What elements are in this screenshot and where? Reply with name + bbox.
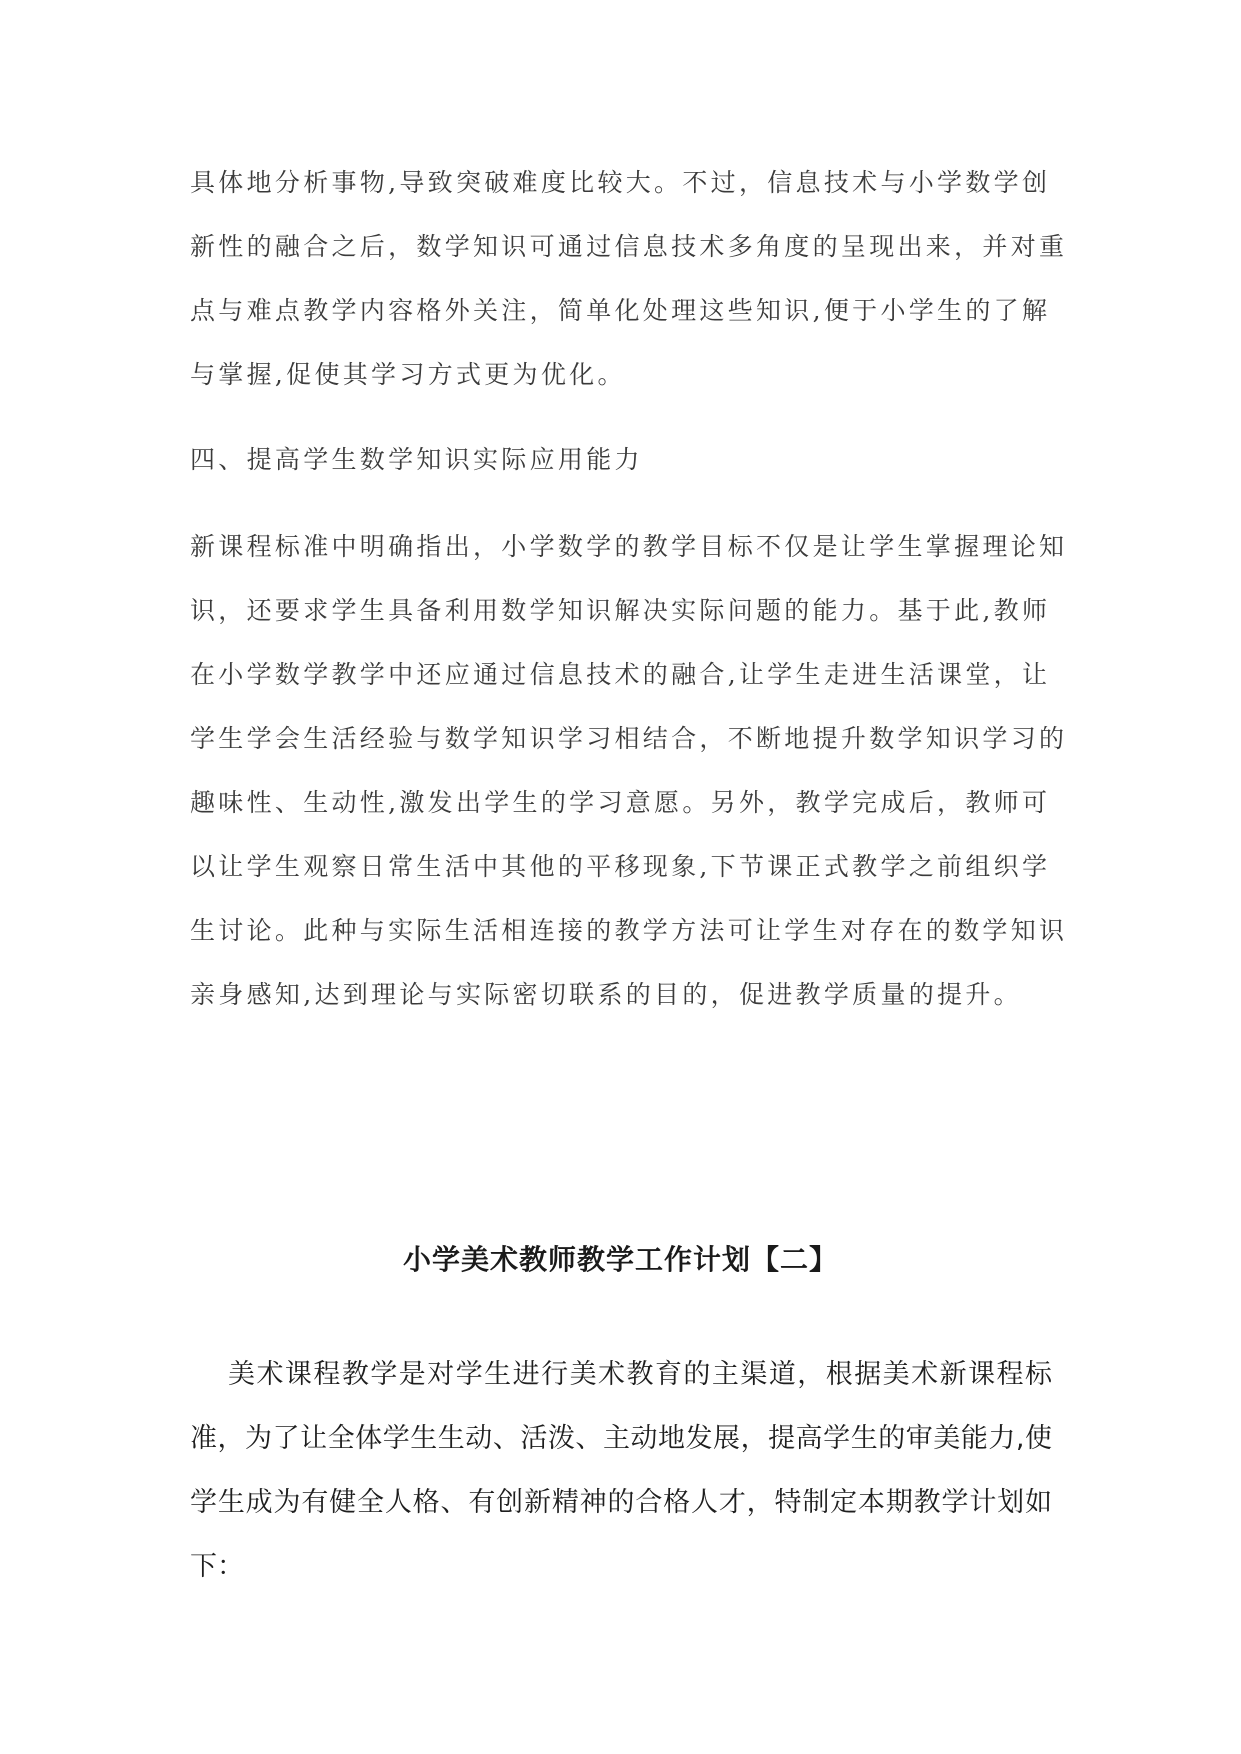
paragraph-line: 以让学生观察日常生活中其他的平移现象,下节课正式教学之前组织学 xyxy=(190,852,1051,881)
paragraph-line: 亲身感知,达到理论与实际密切联系的目的，促进教学质量的提升。 xyxy=(190,980,1022,1009)
paragraph-line: 具体地分析事物,导致突破难度比较大。不过，信息技术与小学数学创 xyxy=(190,168,1051,197)
paragraph-line: 准，为了让全体学生生动、活泼、主动地发展，提高学生的审美能力,使 xyxy=(190,1423,1052,1454)
paragraph-line: 学生学会生活经验与数学知识学习相结合，不断地提升数学知识学习的 xyxy=(190,724,1068,753)
document-title: 小学美术教师教学工作计划【二】 xyxy=(402,1243,838,1276)
paragraph-line: 学生成为有健全人格、有创新精神的合格人才，特制定本期教学计划如 xyxy=(190,1487,1052,1518)
paragraph-line: 与掌握,促使其学习方式更为优化。 xyxy=(190,360,626,389)
paragraph-line: 点与难点教学内容格外关注，简单化处理这些知识,便于小学生的了解 xyxy=(190,296,1051,325)
paragraph-line: 新性的融合之后，数学知识可通过信息技术多角度的呈现出来，并对重 xyxy=(190,232,1068,261)
paragraph-line: 趣味性、生动性,激发出学生的学习意愿。另外，教学完成后，教师可 xyxy=(190,788,1051,817)
paragraph-line: 新课程标准中明确指出，小学数学的教学目标不仅是让学生掌握理论知 xyxy=(190,532,1068,561)
paragraph-line: 下： xyxy=(190,1551,244,1582)
section-heading: 四、提高学生数学知识实际应用能力 xyxy=(190,445,643,474)
paragraph-line: 在小学数学教学中还应通过信息技术的融合,让学生走进生活课堂，让 xyxy=(190,660,1051,689)
paragraph-line: 美术课程教学是对学生进行美术教育的主渠道，根据美术新课程标 xyxy=(228,1359,1052,1390)
paragraph-line: 识，还要求学生具备利用数学知识解决实际问题的能力。基于此,教师 xyxy=(190,596,1051,625)
paragraph-line: 生讨论。此种与实际生活相连接的教学方法可让学生对存在的数学知识 xyxy=(190,916,1068,945)
